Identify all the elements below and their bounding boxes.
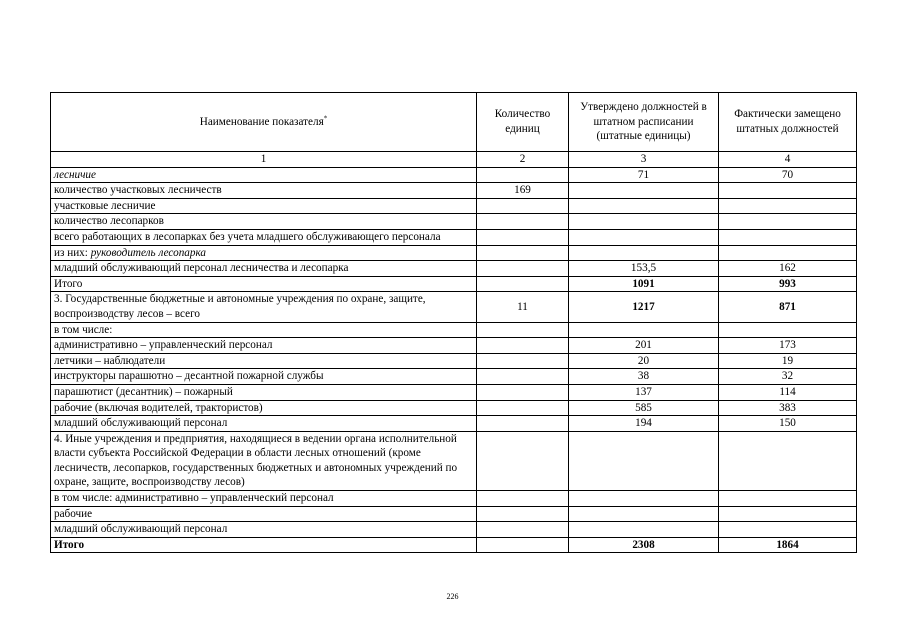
row-count [477, 198, 569, 214]
row-approved: 201 [569, 338, 719, 354]
row-approved: 71 [569, 167, 719, 183]
col-number: 2 [477, 152, 569, 168]
row-approved: 137 [569, 384, 719, 400]
row-count: 169 [477, 183, 569, 199]
grand-total-row [51, 537, 857, 553]
row-name: 4. Иные учреждения и предприятия, находящиеся в ведении органа исполнительной власти субъекта Российской Федерации в области лесных отношений (кроме лесничеств, лесопарков, государственных бюджетных и автономных учреждений по охране, защите, воспроизводству лесов) [51, 431, 477, 490]
row-actual [719, 431, 857, 490]
table-row [51, 353, 857, 369]
row-name-italic: руководитель лесопарка [90, 246, 207, 259]
row-name: в том числе: [51, 322, 477, 338]
row-approved: 38 [569, 369, 719, 385]
row-name: всего работающих в лесопарках без учета младшего обслуживающего персонала [51, 229, 477, 245]
row-actual: 1864 [719, 537, 857, 553]
row-name-prefix: из них: [54, 246, 91, 259]
row-name: лесничие [51, 167, 477, 183]
header-actual: Фактически замещено штатных должностей [719, 93, 857, 152]
row-approved [569, 522, 719, 538]
row-approved [569, 506, 719, 522]
header-name: Наименование показателя* [51, 93, 477, 152]
row-count [477, 214, 569, 230]
row-actual [719, 322, 857, 338]
row-name: младший обслуживающий персонал лесничества и лесопарка [51, 261, 477, 277]
row-actual: 32 [719, 369, 857, 385]
row-count [477, 369, 569, 385]
row-actual [719, 229, 857, 245]
row-actual [719, 522, 857, 538]
row-actual: 19 [719, 353, 857, 369]
table-row [51, 506, 857, 522]
table-row [51, 322, 857, 338]
row-name: инструкторы парашютно – десантной пожарной службы [51, 369, 477, 385]
header-count: Количество единиц [477, 93, 569, 152]
row-count [477, 245, 569, 261]
row-count [477, 338, 569, 354]
row-actual: 993 [719, 276, 857, 292]
table-row [51, 183, 857, 199]
row-name: младший обслуживающий персонал [51, 522, 477, 538]
row-name: административно – управленческий персонал [51, 338, 477, 354]
row-approved [569, 322, 719, 338]
row-approved [569, 198, 719, 214]
staffing-table [50, 92, 857, 553]
table-row [51, 400, 857, 416]
row-approved: 1091 [569, 276, 719, 292]
row-name: 3. Государственные бюджетные и автономные учреждения по охране, защите, воспроизводству лесов – всего [51, 292, 477, 322]
table-row [51, 214, 857, 230]
row-name: в том числе: административно – управленческий персонал [51, 491, 477, 507]
row-approved [569, 245, 719, 261]
col-number: 1 [51, 152, 477, 168]
table-row [51, 229, 857, 245]
row-approved: 1217 [569, 292, 719, 322]
row-approved [569, 214, 719, 230]
col-number: 3 [569, 152, 719, 168]
row-name: количество лесопарков [51, 214, 477, 230]
row-actual [719, 183, 857, 199]
row-approved: 194 [569, 416, 719, 432]
row-name: Итого [51, 537, 477, 553]
row-approved [569, 491, 719, 507]
row-name: рабочие [51, 506, 477, 522]
table-row [51, 384, 857, 400]
row-actual: 871 [719, 292, 857, 322]
section-row [51, 292, 857, 322]
table-row [51, 522, 857, 538]
row-actual [719, 214, 857, 230]
section-row [51, 431, 857, 490]
row-approved [569, 229, 719, 245]
staffing-table-container [50, 92, 856, 553]
row-name: летчики – наблюдатели [51, 353, 477, 369]
row-actual [719, 198, 857, 214]
row-approved: 585 [569, 400, 719, 416]
row-count [477, 384, 569, 400]
page-number: 226 [446, 592, 459, 601]
row-count [477, 491, 569, 507]
row-name: парашютист (десантник) – пожарный [51, 384, 477, 400]
row-name: участковые лесничие [51, 198, 477, 214]
table-row [51, 416, 857, 432]
row-approved [569, 431, 719, 490]
row-name: младший обслуживающий персонал [51, 416, 477, 432]
table-row [51, 198, 857, 214]
row-count [477, 537, 569, 553]
row-count [477, 261, 569, 277]
row-actual: 173 [719, 338, 857, 354]
row-count [477, 431, 569, 490]
row-actual: 383 [719, 400, 857, 416]
col-number: 4 [719, 152, 857, 168]
row-count [477, 400, 569, 416]
table-row [51, 261, 857, 277]
row-approved: 153,5 [569, 261, 719, 277]
subtotal-row [51, 276, 857, 292]
row-actual [719, 245, 857, 261]
table-row [51, 338, 857, 354]
row-approved: 20 [569, 353, 719, 369]
table-row [51, 245, 857, 261]
row-count [477, 229, 569, 245]
row-count [477, 416, 569, 432]
row-actual [719, 491, 857, 507]
row-name [51, 245, 477, 261]
row-actual: 150 [719, 416, 857, 432]
row-actual: 70 [719, 167, 857, 183]
header-approved: Утверждено должностей в штатном расписании (штатные единицы) [569, 93, 719, 152]
table-row [51, 369, 857, 385]
row-actual: 162 [719, 261, 857, 277]
row-approved [569, 183, 719, 199]
row-actual: 114 [719, 384, 857, 400]
row-count: 11 [477, 292, 569, 322]
row-count [477, 322, 569, 338]
row-name: рабочие (включая водителей, трактористов) [51, 400, 477, 416]
row-name: количество участковых лесничеств [51, 183, 477, 199]
table-row [51, 167, 857, 183]
table-row [51, 491, 857, 507]
row-count [477, 167, 569, 183]
row-name: Итого [51, 276, 477, 292]
row-count [477, 506, 569, 522]
row-count [477, 353, 569, 369]
row-count [477, 276, 569, 292]
row-approved: 2308 [569, 537, 719, 553]
row-count [477, 522, 569, 538]
row-actual [719, 506, 857, 522]
header-row [51, 93, 857, 152]
column-number-row [51, 152, 857, 168]
